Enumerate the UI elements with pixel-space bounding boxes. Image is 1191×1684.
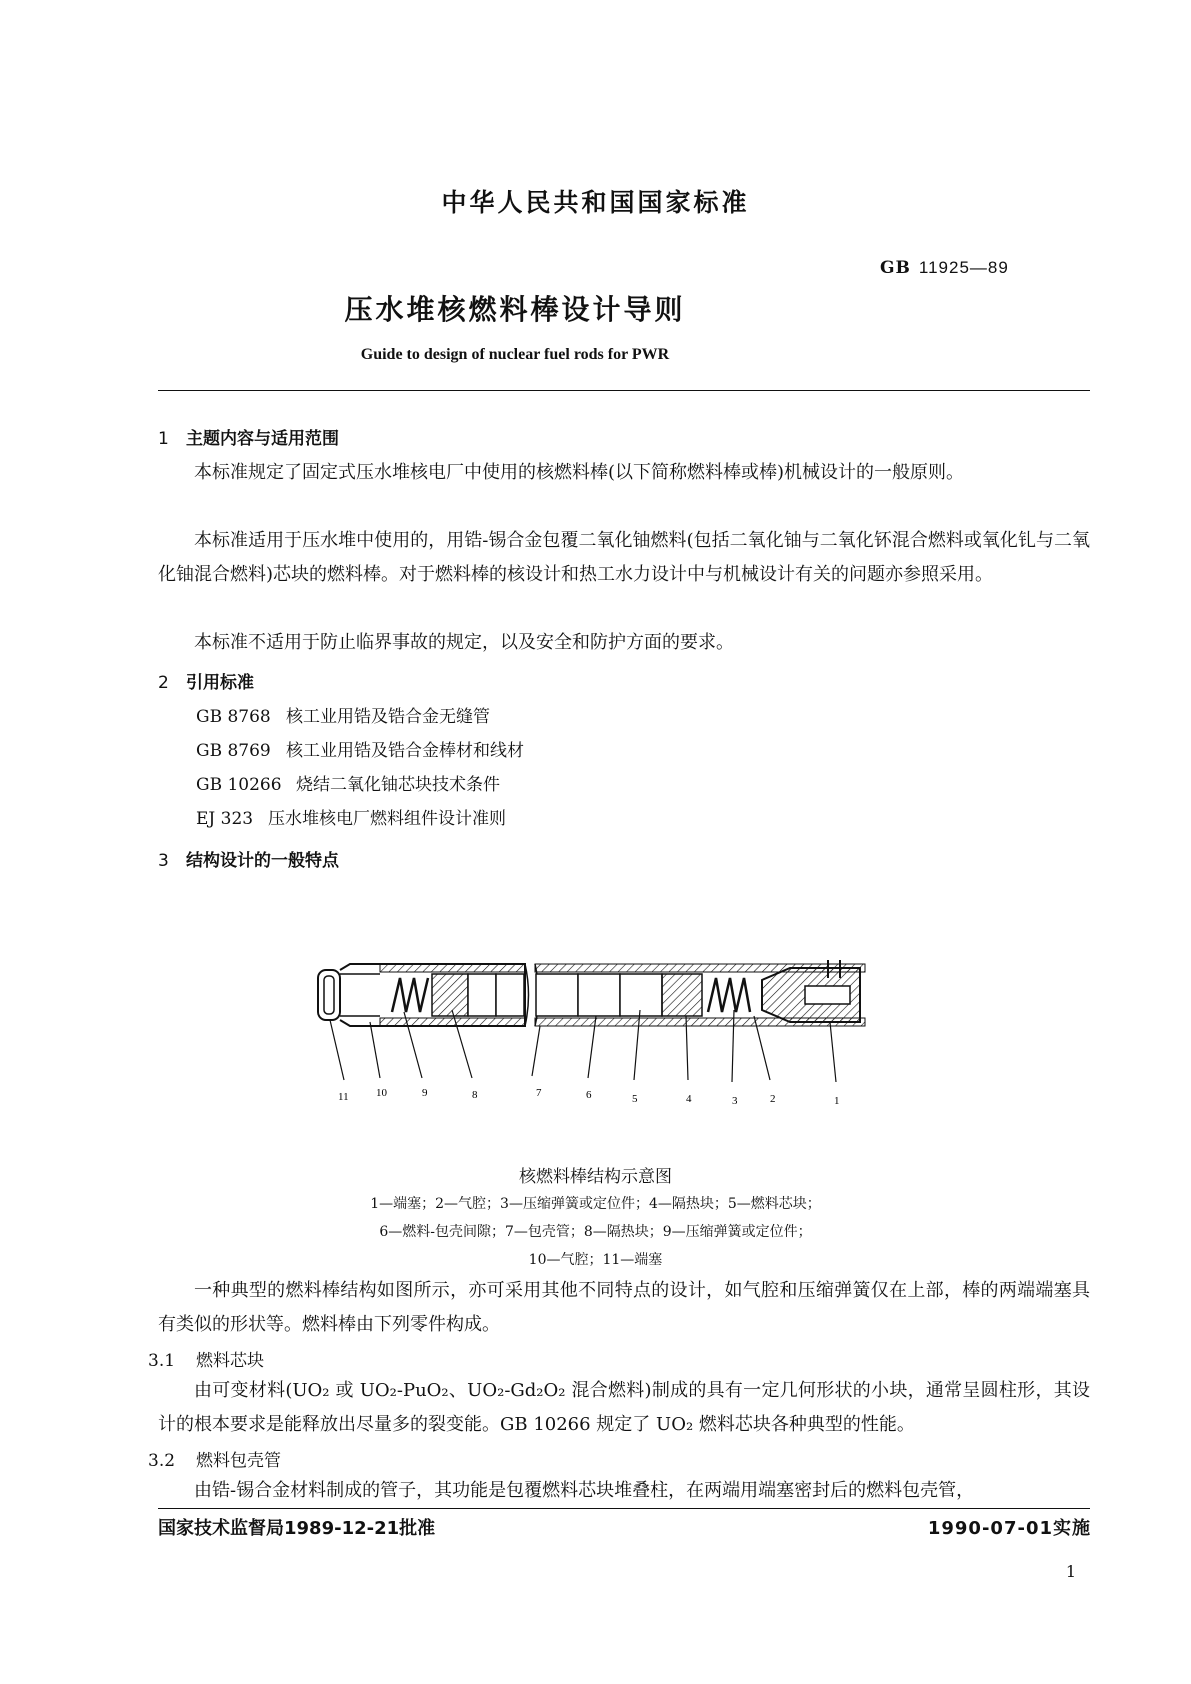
- end-plug-left: [318, 970, 340, 1020]
- section-3-para: 一种典型的燃料棒结构如图所示，亦可采用其他不同特点的设计，如气腔和压缩弹簧仅在上部，棒的两端端塞具有类似的形状等。燃料棒由下列零件构成。: [158, 1280, 1090, 1335]
- subsection-3-2-text: 由锆-锡合金材料制成的管子，其功能是包覆燃料芯块堆叠柱，在两端用端塞密封后的燃料包壳管，: [194, 1480, 975, 1501]
- label-1: 1: [834, 1095, 840, 1107]
- label-10: 10: [376, 1087, 387, 1099]
- subsection-number: 3.2: [148, 1451, 176, 1471]
- insulator-right: [662, 974, 702, 1016]
- fuel-pellet: [536, 974, 578, 1016]
- section-1-para-3: 本标准不适用于防止临界事故的规定，以及安全和防护方面的要求。: [194, 632, 734, 653]
- spring-left: [392, 978, 428, 1012]
- section-1-para-1: 本标准规定了固定式压水堆核电厂中使用的核燃料棒(以下简称燃料棒或棒)机械设计的一般原则。: [194, 462, 965, 483]
- label-2: 2: [770, 1093, 776, 1105]
- section-3-heading: [158, 846, 339, 871]
- section-number: 2: [158, 673, 169, 693]
- page-number: 1: [1065, 1562, 1076, 1581]
- footer-divider: [158, 1508, 1090, 1509]
- label-8: 8: [472, 1089, 478, 1101]
- section-1-heading: [158, 424, 339, 449]
- reference-title: 压水堆核电厂燃料组件设计准则: [268, 809, 506, 829]
- figure-legend-line-1: 1—端塞；2—气腔；3—压缩弹簧或定位件；4—隔热块；5—燃料芯块；: [370, 1196, 821, 1212]
- label-5: 5: [632, 1093, 638, 1105]
- label-9: 9: [422, 1087, 428, 1099]
- code-number: 11925—89: [918, 258, 1009, 277]
- insulator-left: [432, 974, 468, 1016]
- label-7: 7: [536, 1087, 542, 1099]
- section-title: 结构设计的一般特点: [186, 851, 339, 871]
- page-subtitle-en: Guide to design of nuclear fuel rods for PWR: [360, 346, 670, 363]
- reference-item: [196, 802, 506, 836]
- standard-code: [880, 258, 1009, 278]
- subsection-3-2-heading: [148, 1446, 281, 1471]
- spring-right: [708, 978, 750, 1012]
- subsection-title: 燃料芯块: [196, 1351, 264, 1371]
- cladding-wall-bottom-left: [380, 1018, 525, 1026]
- reference-code: GB 8768: [196, 707, 271, 727]
- section-number: 1: [158, 429, 169, 449]
- end-plug-left-groove: [324, 976, 334, 1014]
- label-3: 3: [732, 1095, 738, 1107]
- subsection-title: 燃料包壳管: [196, 1451, 281, 1471]
- reference-title: 烧结二氧化铀芯块技术条件: [296, 775, 500, 795]
- section-title: 主题内容与适用范围: [186, 429, 339, 449]
- standard-org-title: 中华人民共和国国家标准: [441, 188, 750, 217]
- code-prefix: GB: [880, 258, 911, 278]
- reference-code: GB 10266: [196, 775, 282, 795]
- figure-legend-line-2: 6—燃料-包壳间隙；7—包壳管；8—隔热块；9—压缩弹簧或定位件；: [379, 1224, 812, 1240]
- section-2-heading: [158, 668, 254, 693]
- fuel-pellet: [578, 974, 620, 1016]
- subsection-3-1-text: 由可变材料(UO₂ 或 UO₂-PuO₂、UO₂-Gd₂O₂ 混合燃料)制成的具有一定几何形状的小块，通常呈圆柱形，其设计的根本要求是能释放出尽量多的裂变能。GB 10266 规定了 UO₂ 燃料芯块各种典型的性能。: [158, 1380, 1090, 1435]
- reference-code: EJ 323: [196, 809, 254, 829]
- reference-item: [196, 768, 500, 802]
- subsection-3-1-heading: [148, 1346, 264, 1371]
- subsection-number: 3.1: [148, 1351, 176, 1371]
- reference-title: 核工业用锆及锆合金无缝管: [286, 707, 490, 727]
- fuel-pellet: [468, 974, 496, 1016]
- section-1-para-2: 本标准适用于压水堆中使用的，用锆-锡合金包覆二氧化铀燃料(包括二氧化铀与二氧化钚混合燃料或氧化钆与二氧化铀混合燃料)芯块的燃料棒。对于燃料棒的核设计和热工水力设计中与机械设计有关的问题亦参照采用。: [158, 530, 1090, 585]
- fuel-pellet: [496, 974, 524, 1016]
- label-6: 6: [586, 1089, 592, 1101]
- header-divider: [158, 390, 1090, 391]
- section-number: 3: [158, 851, 169, 871]
- label-4: 4: [686, 1093, 692, 1105]
- reference-title: 核工业用锆及锆合金棒材和线材: [286, 741, 524, 761]
- reference-item: [196, 734, 524, 768]
- fuel-pellet: [620, 974, 662, 1016]
- approval-date: 国家技术监督局1989-12-21批准: [158, 1518, 436, 1539]
- figure-legend-line-3: 10—气腔；11—端塞: [528, 1252, 663, 1268]
- cladding-wall-top-left: [380, 964, 525, 972]
- section-title: 引用标准: [186, 673, 254, 693]
- label-11: 11: [338, 1091, 349, 1103]
- effective-date: 1990-07-01实施: [927, 1518, 1091, 1539]
- figure-caption: 核燃料棒结构示意图: [519, 1167, 672, 1187]
- reference-item: [196, 700, 490, 734]
- reference-code: GB 8769: [196, 741, 271, 761]
- page-title: 压水堆核燃料棒设计导则: [344, 293, 686, 326]
- fuel-rod-diagram: [300, 950, 940, 1150]
